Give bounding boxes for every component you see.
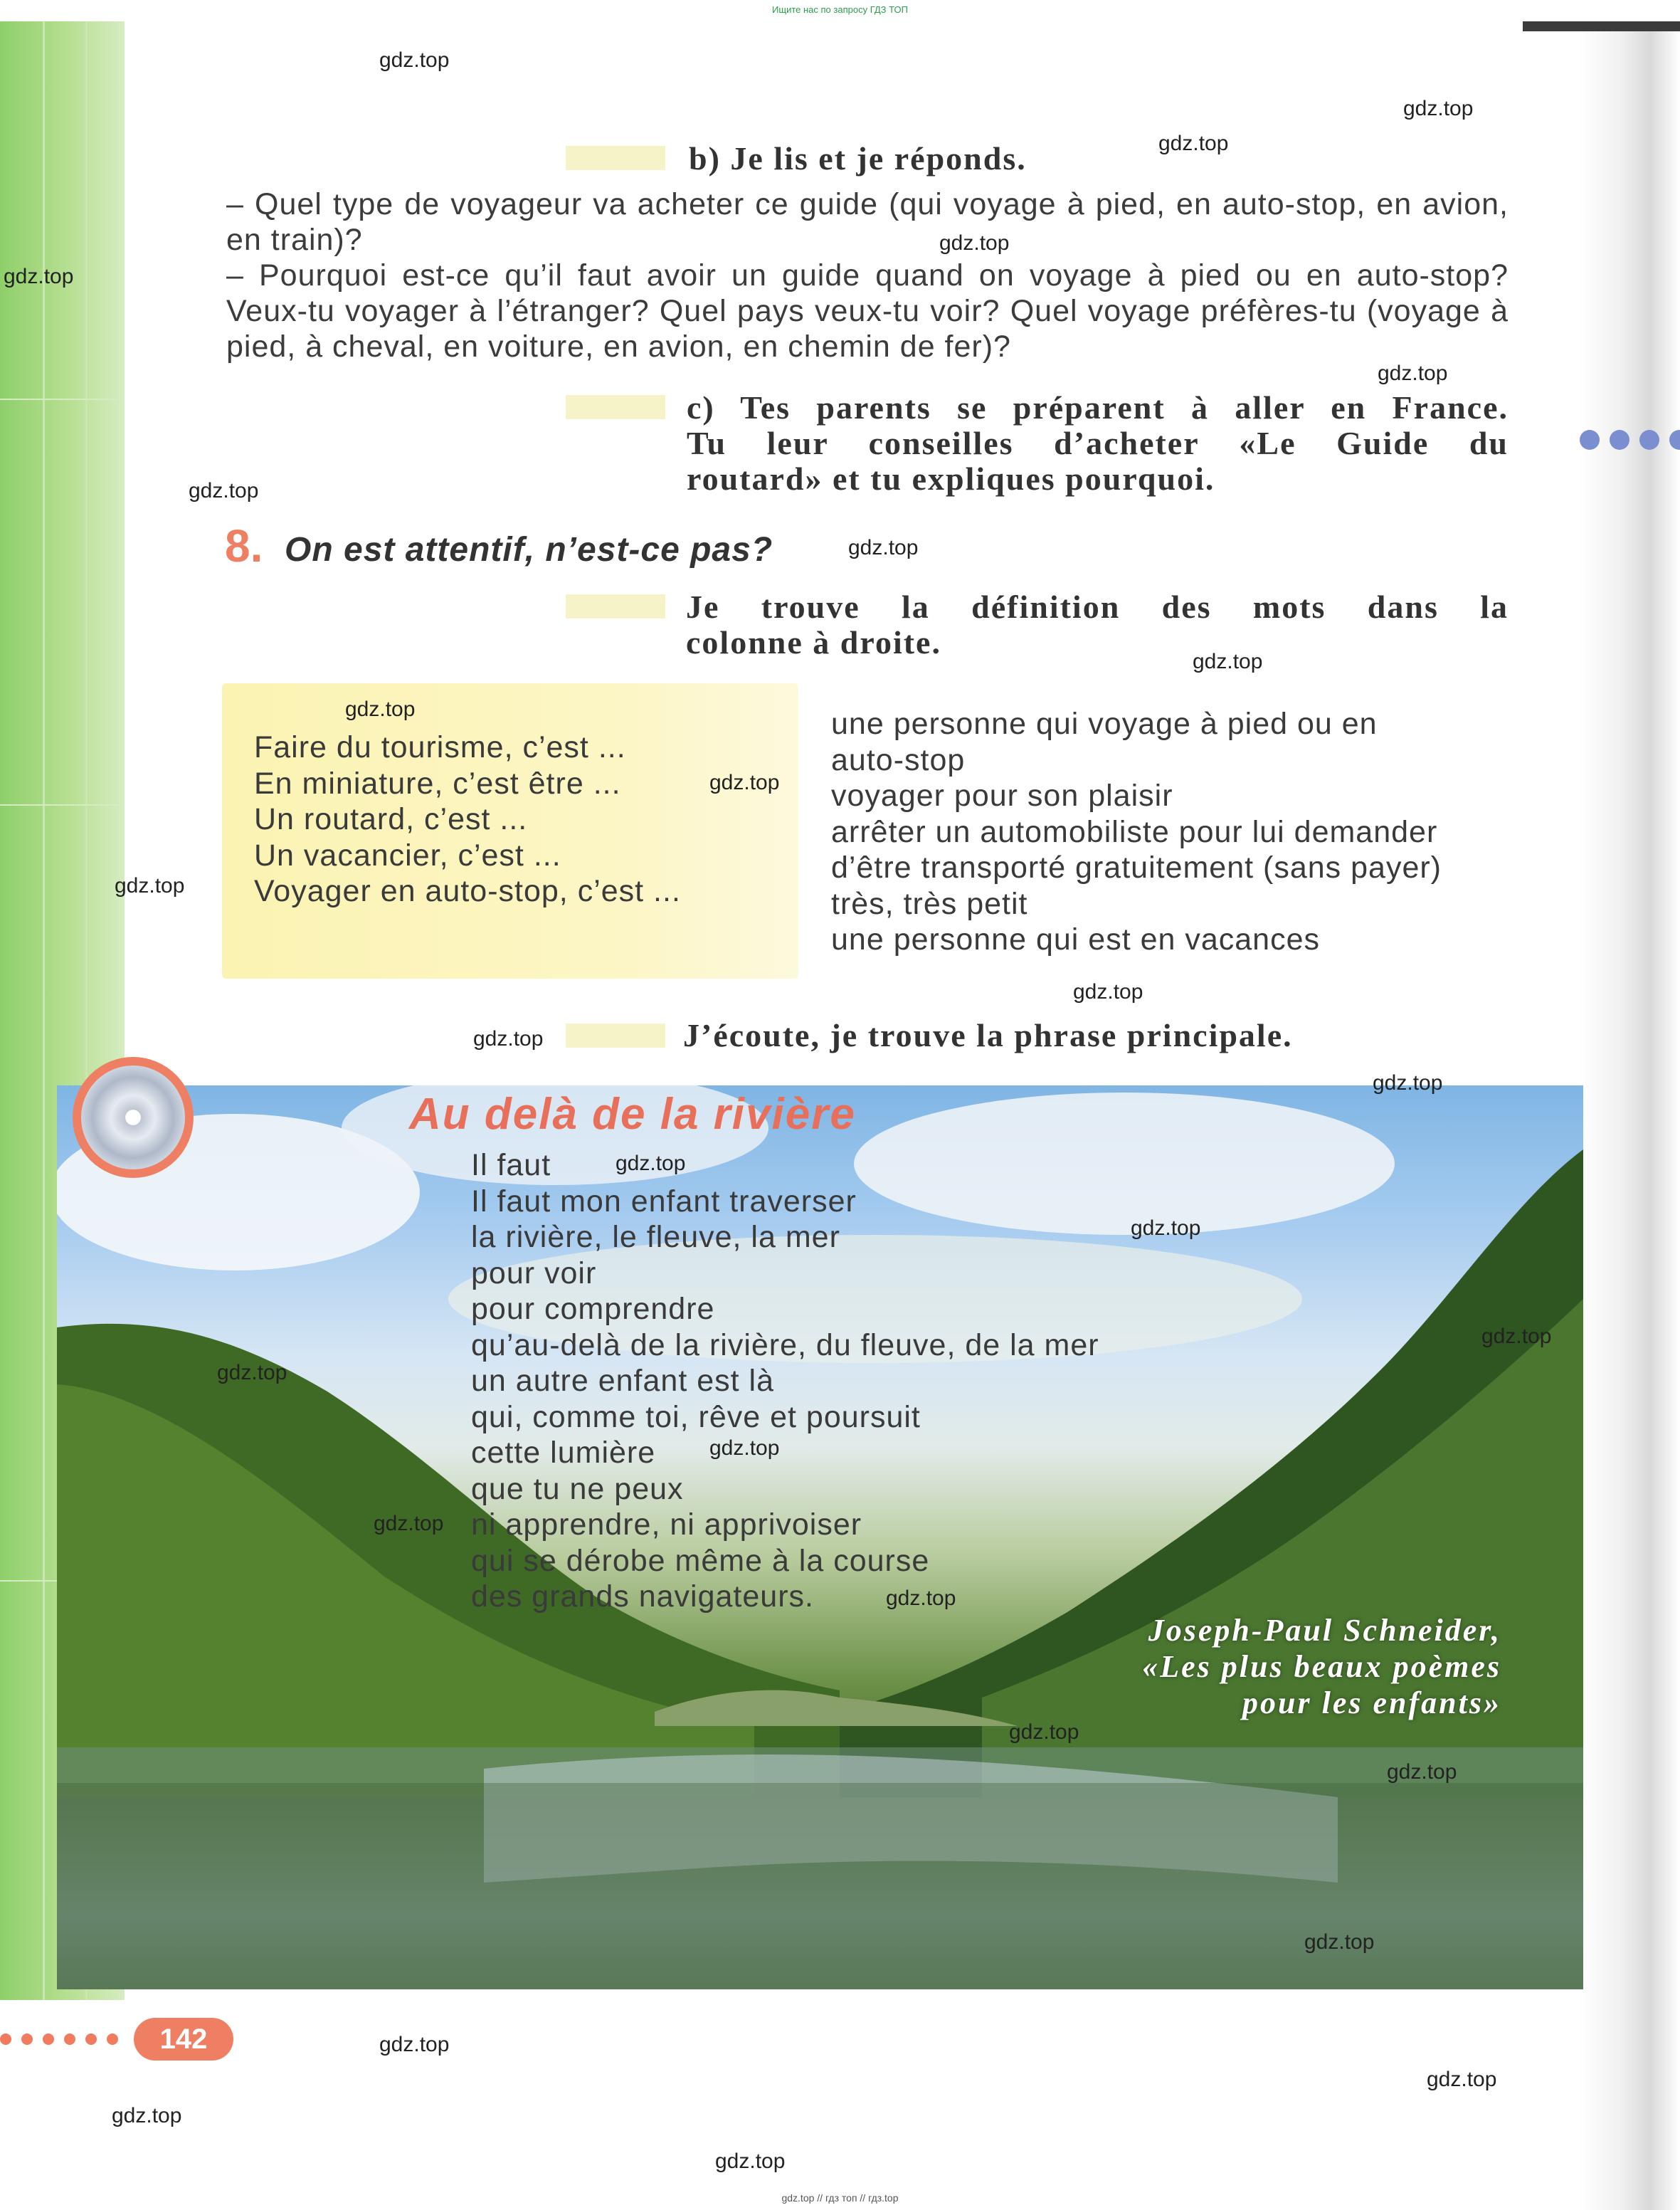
- left-column-list: [254, 730, 752, 910]
- task-marker: [566, 146, 665, 170]
- poem-line: qui, comme toi, rêve et poursuit: [471, 1399, 921, 1434]
- top-notice: Ищите нас по запросу ГДЗ ТОП: [772, 4, 908, 15]
- poem-line: qu’au-delà de la rivière, du fleuve, de la mer: [471, 1327, 1099, 1362]
- poem-line: qui se dérobe même à la course: [471, 1543, 930, 1578]
- watermark-text: gdz.top: [1403, 97, 1474, 120]
- poem-line: pour voir: [471, 1256, 597, 1290]
- section-c-line-2: Tu leur conseilles d’acheter «Le Guide du: [687, 425, 1509, 461]
- watermark-text: gdz.top: [115, 874, 185, 898]
- section-b-title: b) Je lis et je réponds.: [689, 140, 1027, 177]
- margin-grid-line: [0, 804, 125, 806]
- watermark-text: gdz.top: [1009, 1720, 1079, 1744]
- margin-grid-line: [0, 399, 125, 400]
- poem-author: Joseph-Paul Schneider,: [1148, 1613, 1501, 1648]
- listen-instruction: J’écoute, je trouve la phrase principale.: [683, 1017, 1293, 1053]
- right-item: auto-stop: [831, 742, 966, 777]
- watermark-text: gdz.top: [1304, 1930, 1375, 1954]
- poem-line: ni apprendre, ni apprivoiser: [471, 1507, 862, 1542]
- right-item: voyager pour son plaisir: [831, 779, 1173, 813]
- watermark-text: gdz.top: [709, 1436, 780, 1460]
- watermark-text: gdz.top: [715, 2150, 786, 2173]
- section-c-text: [687, 390, 1509, 497]
- footer-text: gdz.top // гдз топ // гдз.top: [781, 2192, 899, 2204]
- watermark-text: gdz.top: [473, 1027, 544, 1051]
- poem-line: Il faut mon enfant traverser: [471, 1184, 857, 1219]
- watermark-text: gdz.top: [4, 265, 74, 288]
- page-spine-shadow: [1580, 21, 1680, 2210]
- page-number: 142: [134, 2018, 233, 2061]
- right-column-list: [831, 706, 1514, 958]
- section-b-paragraph-1: – Quel type de voyageur va acheter ce guide (qui voyage à pied, en auto-stop, en avion, en train)?: [226, 187, 1509, 257]
- watermark-text: gdz.top: [1387, 1760, 1457, 1784]
- top-edge-strip: [1523, 21, 1680, 31]
- watermark-text: gdz.top: [1158, 132, 1229, 155]
- watermark-text: gdz.top: [374, 1512, 444, 1535]
- watermark-text: gdz.top: [345, 698, 416, 721]
- left-item: En miniature, c’est être ...: [254, 766, 621, 801]
- watermark-text: gdz.top: [112, 2104, 182, 2127]
- left-item: Un vacancier, c’est ...: [254, 838, 561, 873]
- watermark-text: gdz.top: [1073, 980, 1143, 1004]
- right-item: arrêter un automobiliste pour lui demander: [831, 814, 1438, 849]
- margin-grid-line: [43, 21, 45, 2000]
- poem-line: un autre enfant est là: [471, 1364, 775, 1398]
- watermark-text: gdz.top: [886, 1587, 956, 1610]
- poem-line: la rivière, le fleuve, la mer: [471, 1220, 840, 1254]
- right-item: très, très petit: [831, 886, 1028, 921]
- left-item: Un routard, c’est ...: [254, 802, 528, 836]
- instruction-line-1: Je trouve la définition des mots dans la: [686, 589, 1509, 625]
- left-item: Faire du tourisme, c’est ...: [254, 730, 626, 764]
- watermark-text: gdz.top: [1481, 1325, 1552, 1348]
- poem-line: Il faut: [471, 1148, 551, 1182]
- poem-line: des grands navigateurs.: [471, 1579, 814, 1614]
- watermark-text: gdz.top: [217, 1361, 287, 1384]
- poem-attribution: [982, 1612, 1501, 1721]
- watermark-text: gdz.top: [939, 231, 1010, 255]
- watermark-text: gdz.top: [1193, 650, 1263, 673]
- exercise-number: 8.: [225, 520, 263, 572]
- watermark-text: gdz.top: [1378, 362, 1448, 385]
- watermark-text: gdz.top: [1131, 1216, 1201, 1240]
- section-c-line-3: routard» et tu expliques pourquoi.: [687, 461, 1215, 497]
- watermark-text: gdz.top: [379, 48, 450, 72]
- right-item: une personne qui voyage à pied ou en: [831, 707, 1378, 741]
- task-marker: [566, 1024, 665, 1048]
- right-item: d’être transporté gratuitement (sans payer): [831, 851, 1442, 885]
- cd-disc: [81, 1065, 185, 1169]
- exercise-instruction: [686, 589, 1509, 661]
- poem-source-line-2: pour les enfants»: [1242, 1685, 1501, 1720]
- watermark-text: gdz.top: [1427, 2068, 1497, 2091]
- watermark-text: gdz.top: [1373, 1071, 1443, 1095]
- watermark-text: gdz.top: [379, 2033, 450, 2056]
- task-marker: [566, 395, 665, 419]
- section-b-paragraph-2: – Pourquoi est-ce qu’il faut avoir un guide quand on voyage à pied ou en auto-stop? Veux-tu voyager à l’étranger? Quel pays veux-tu voir? Quel voyage préfères-tu (voyage à pied, à cheval, en voiture, en avion, en chemin de fer)?: [226, 258, 1509, 364]
- poem-source-line-1: «Les plus beaux poèmes: [1142, 1649, 1501, 1684]
- poem-title: Au delà de la rivière: [409, 1090, 856, 1139]
- watermark-text: gdz.top: [848, 536, 919, 559]
- exercise-title: On est attentif, n’est-ce pas?: [285, 531, 773, 569]
- watermark-text: gdz.top: [189, 479, 259, 502]
- task-marker: [566, 594, 665, 619]
- section-c-line-1: c) Tes parents se préparent à aller en France.: [687, 389, 1509, 426]
- poem-line: cette lumière: [471, 1436, 656, 1470]
- left-item: Voyager en auto-stop, c’est ...: [254, 874, 681, 908]
- page-number-dots: [0, 2033, 118, 2045]
- watermark-text: gdz.top: [709, 771, 780, 794]
- watermark-text: gdz.top: [616, 1152, 686, 1175]
- instruction-line-2: colonne à droite.: [686, 624, 941, 661]
- margin-dots: [1580, 430, 1680, 450]
- right-item: une personne qui est en vacances: [831, 922, 1321, 957]
- poem-line: que tu ne peux: [471, 1471, 684, 1506]
- audio-cd-icon[interactable]: [73, 1057, 194, 1178]
- poem-line: pour comprendre: [471, 1292, 715, 1326]
